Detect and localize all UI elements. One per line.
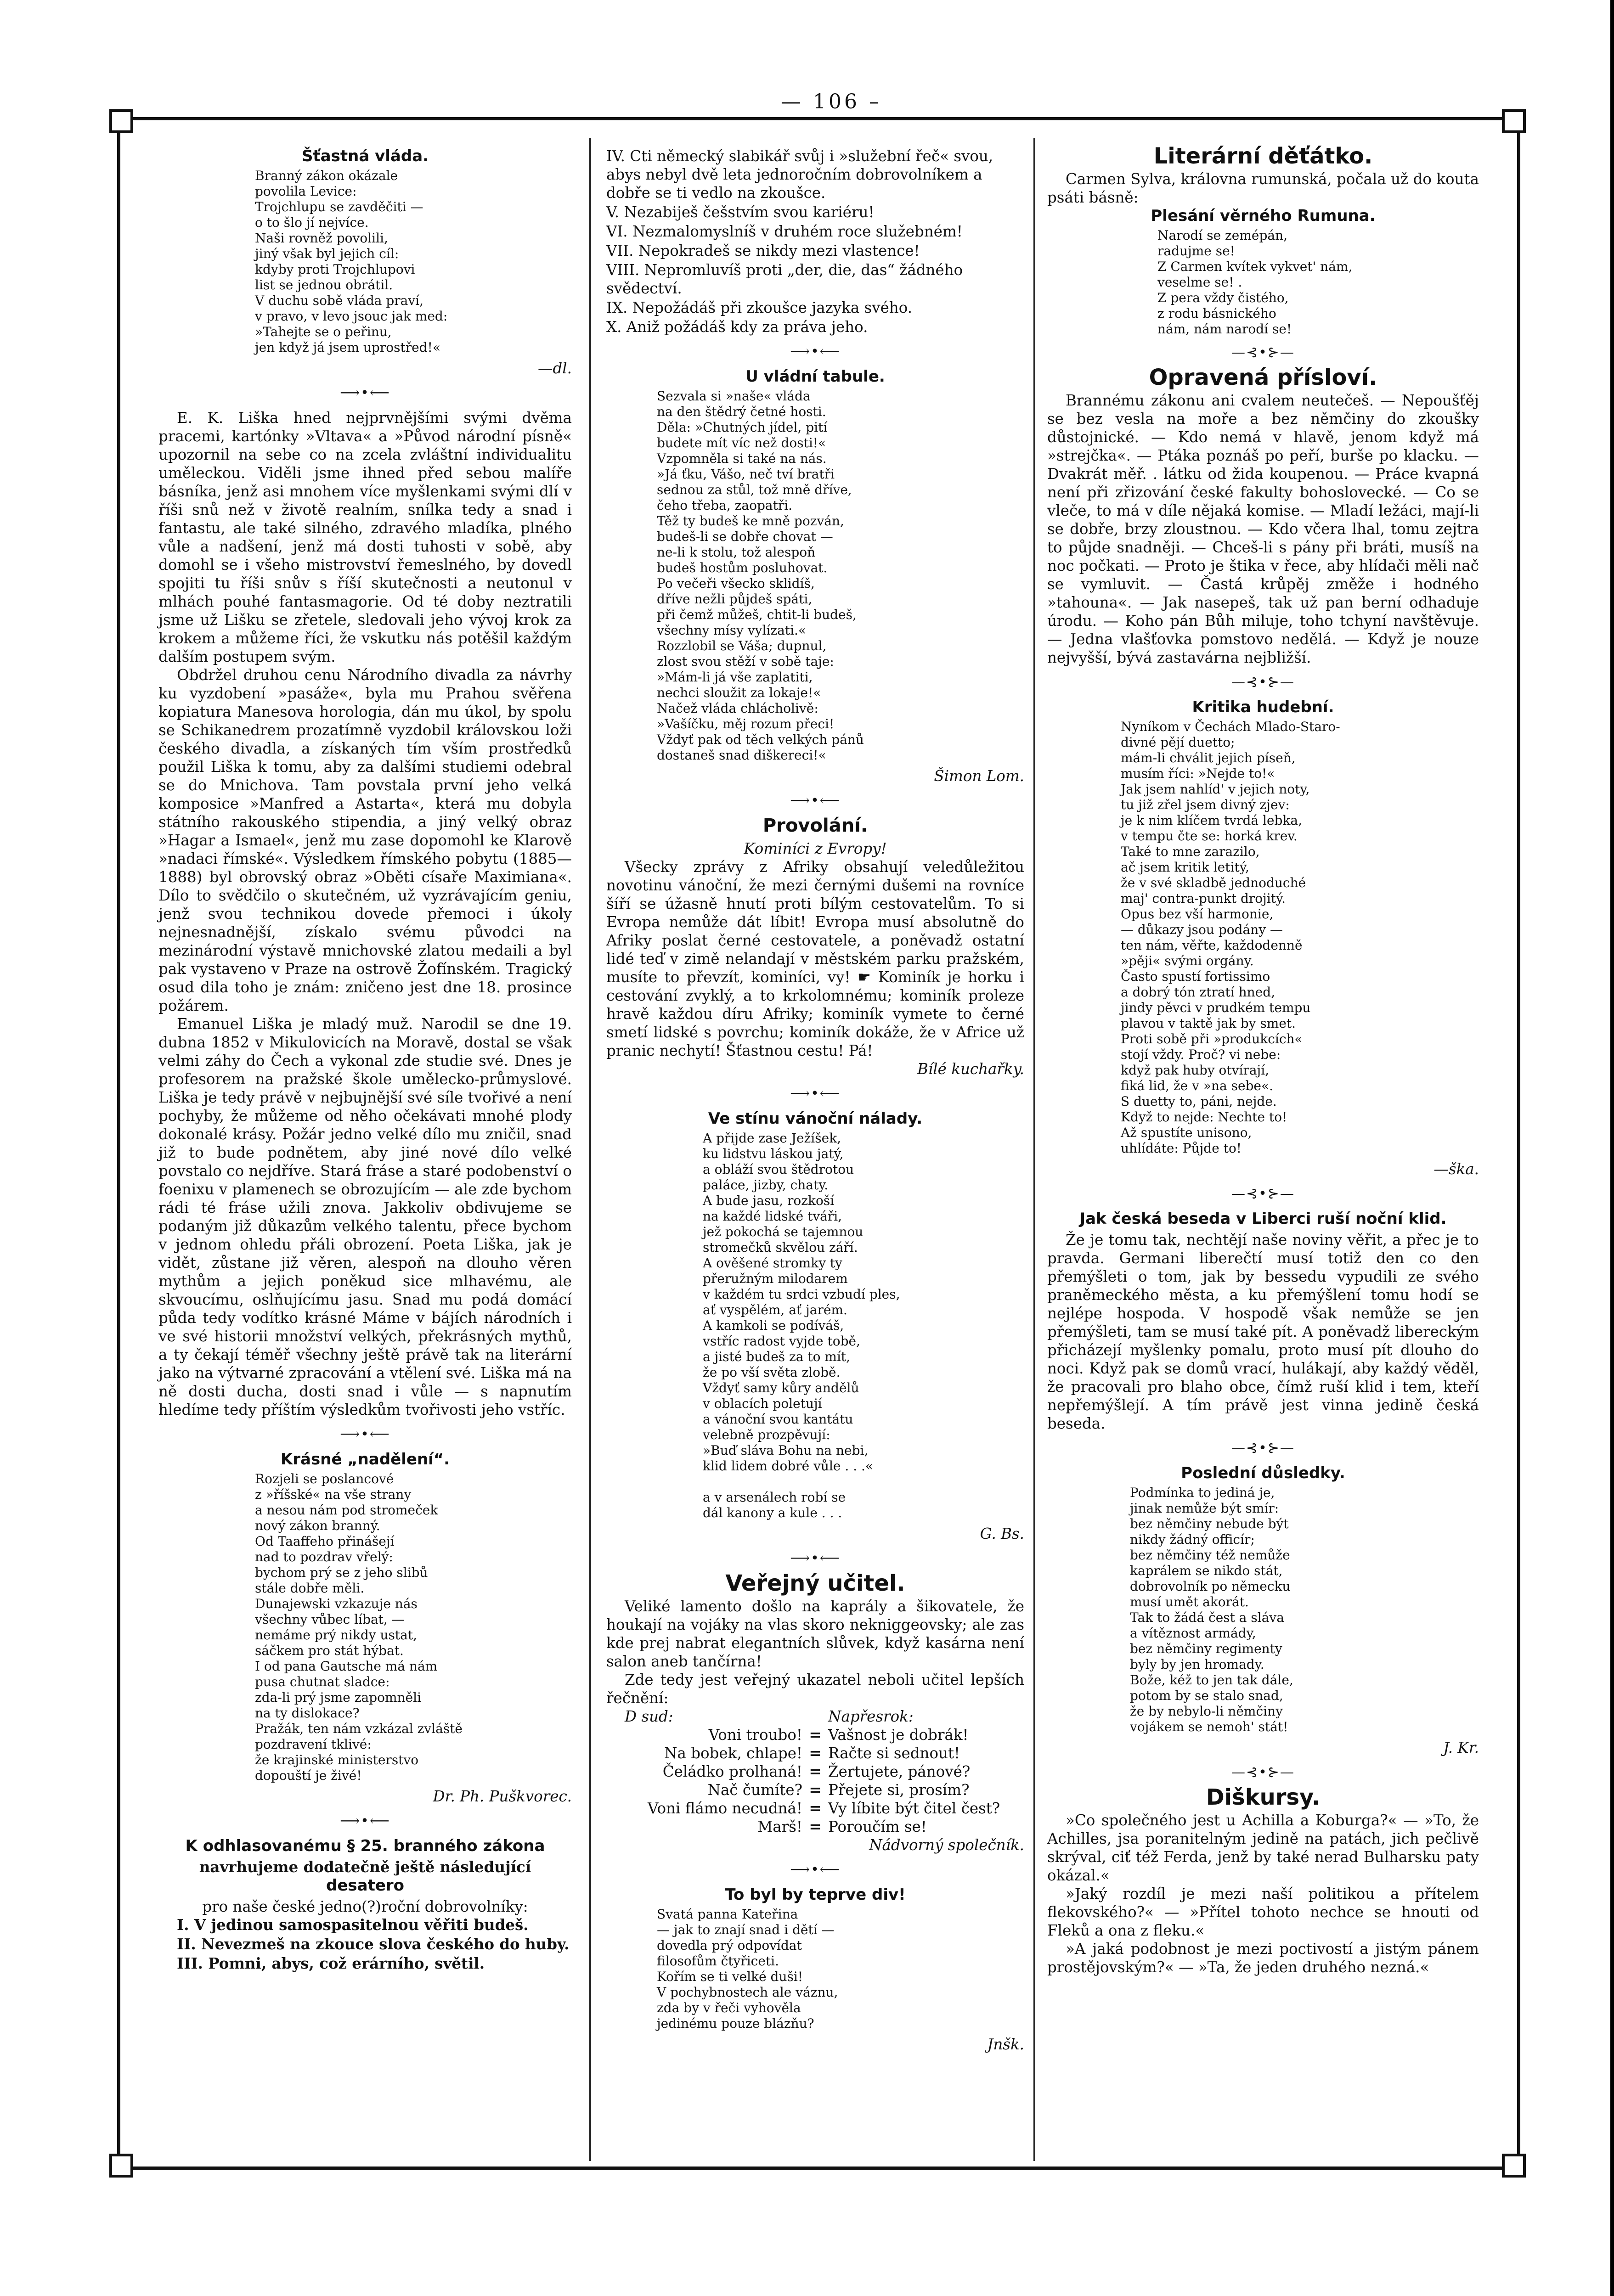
article-title: Šťastná vláda. — [301, 147, 429, 165]
paragraph: E. K. Liška hned nejprvnějšími svými dvěma pracemi, kartónky »Vltava« a »Původ národní písně« upozornil na sebe co na zcela zvláštní individualitu uměleckou. Viděli jsme ihned před sebou malíře básníka, jenž asi mnohem více myšlenkami svými dlí v říši snů než v životě realním, snílka tedy a snad i fantastu, ale také silného, zdravého mladíka, plného vůle a nadšení, jenž má dosti tuhosti v sobě, aby domohl se i všeho mistrovství řemeslného, by dovedl spojiti tu říši snův s říší skutečnosti a neutonul v mlhách pouhé fantasmagorie. Od té doby neztratili jsme už Lišku se zřetele, sledovali jeho vývoj krok za krokem a můžeme říci, že vskutku nás potěšil každým dalším postupem svým. — [158, 409, 572, 665]
ornament-divider: ⟶•⟵ — [340, 1426, 390, 1442]
list-item: I. V jedinou samospasitelnou věřiti budeš. — [177, 1916, 529, 1934]
signature: Nádvorný společník. — [869, 1836, 1024, 1854]
intro-line: pro naše české jedno(?)roční dobrovolníky: — [202, 1898, 528, 1915]
column-1 — [158, 147, 572, 1974]
poem: Nyníkom v Čechách Mlado-Staro- divné pějí duetto; mám-li chválit jejich píseň, musím říci: »Nejde to!« Jak jsem nahlíd' v jejich noty, tu již zřel jsem divný zjev: je k nim klíčem tvrdá lebka, v tempu čte se: horká krev. Také to mne zarazilo, ač jsem kritik letitý, že v své skladbě jednoduché maj' contra-punkt drojitý. Opus bez vší harmonie, — důkazy jsou podány — ten nám, věřte, každodenně »pěji« svými orgány. Často spustí fortissimo a dobrý tón ztratí hned, jindy pěvci v prudkém tempu plavou v taktě jak by smet. Proti sobě při »produkcích« stojí vždy. Proč? vi nebe: když pak huby otvírají, fiká lid, že v »na sebe«. S duetty to, páni, nejde. Když to nejde: Nechte to! Až spustíte unisono, uhlídáte: Půjde to! — [1121, 719, 1340, 1156]
paragraph: Zde tedy jest veřejný ukazatel neboli učitel lepších řečnění: — [606, 1671, 1024, 1707]
paragraph: »Co společného jest u Achilla a Koburga?« — »To, že Achilles, jsa poranitelným jedině na patách, jich pečlivě skrýval, ciť též Ferda, jenž by také nerad Bulharsku paty okázal.« — [1047, 1812, 1479, 1884]
poem: Rozjeli se poslancové z »říšské« na vše strany a nesou nám pod stromeček nový zákon branný. Od Taaffeho přinášejí nad to pozdrav vřelý: bychom prý se z jeho slibů stále dobře měli. Dunajewski vzkazuje nás všechny vůbec líbat, — nemáme prý nikdy ustat, sáčkem pro stát hýbat. I od pana Gautsche má nám pusa chutnat sladce: zda-li prý jsme zapomněli na ty dislokace? Pražák, ten nám vzkázal zvláště pozdravení tklivé: že krajinské ministerstvo dopouští je živé! — [255, 1471, 463, 1783]
ornament-divider: ⟶•⟵ — [790, 1550, 841, 1566]
paragraph: Brannému zákonu ani cvalem neutečeš. — Nepoušťěj se bez vesla na moře a bez němčiny do zkoušky důstojnické. — Kdo nemá v hlavě, jenom když má »strejčka«. — Ptáka poznáš po peří, burše po klacku. — Dvakrát měř. . látku od žida koupenou. — Práce kvapná není při zřizování české fakulty bohoslovecké. — Co se vleče, to má v díle nějaká komise. — Mladí ležáci, mají-li se dobře, brzy zloustnou. — Kdo včera lhal, tomu zejtra to půjde snadněji. — Chceš-li s pány při bráti, musíš na noc počkati. — Proto je štika v řece, aby hlídači měli nač se vymluvit. — Častá krůpěj změže i hodného »tahouna«. — Jak nasepeš, tak už pan berní odhaduje úrodu. — Koho pán Bůh miluje, toho tchyní navštěvuje. — Jedna vlašťovka pomstovo nedělá. — Když je nouze nejvyšší, bývá zastavárna nejbližší. — [1047, 392, 1479, 666]
list-item: VII. Nepokradeš se nikdy mezi vlastence! — [606, 242, 920, 259]
article-title: Provolání. — [762, 815, 868, 836]
ornament-divider: —⊰•⊱— — [1231, 1764, 1295, 1780]
ornament-divider: ⟶•⟵ — [790, 1086, 841, 1102]
frame-corner-ornament — [109, 109, 133, 133]
article-title: Ve stínu vánoční nálady. — [708, 1109, 923, 1128]
poem: Podmínka to jediná je, jinak nemůže být smír: bez němčiny nebude být nikdy žádný officír; bez němčiny též nemůže kaprálem se nikdo stát, dobrovolník po německu musí umět akorát. Tak to žádá čest a sláva a vítěznost armády, bez němčiny regimenty byly by jen hromady. Bože, kéž to jen tak dále, potom by se stalo snad, že by nebylo-li němčiny vojákem se nemoh' stát! — [1130, 1485, 1293, 1734]
list-item: II. Nevezmeš na zkouce slova českého do huby. — [177, 1935, 570, 1953]
paragraph: Obdržel druhou cenu Národního divadla za návrhy ku vyzdobení »pasáže«, byla mu Prahou svěřena kopiatura Manesova horologia, dán mu úkol, by spolu se Schikanedrem prozatímně vyzdobil královskou loži českého divadla, a získaných tím vším prostředků použil Liška k tomu, aby za dalšími studiemi odebral se do Mnichova. Tam povstala první jeho velká komposice »Manfred a Astarta«, která mu dobyla státního rakouského stipendia, a jiný velký obraz »Hagar a Ismael«, jenž mu zase dopomohl ke Klarově »nadaci římské«. Výsledkem římského pobytu (1885—1888) byl obrovský obraz »Oběti císaře Maximiana«. Dílo to svědčilo o skutečném, už vyzrávajícím geniu, jenž svou technikou dovede přemoci i úkoly nejnesnadnější, získalo svému původci na mezinárodní výstavě mnichovské zlatou medaili a byl pak vystaveno v Praze na ostrově Žofínském. Tragický osud dila toho je znám: zničeno jest dne 18. prosince požárem. — [158, 666, 572, 1014]
table-header — [606, 1707, 1024, 1726]
column-rule — [589, 138, 591, 2161]
article-title: Kritika hudební. — [1192, 698, 1334, 716]
table-cell: Poroučím se! — [828, 1818, 927, 1835]
ornament-divider: —⊰•⊱— — [1231, 1440, 1295, 1456]
signature: —ška. — [1433, 1160, 1479, 1178]
article-title: Poslední důsledky. — [1181, 1464, 1345, 1482]
article-title: K odhlasovanému § 25. branného zákona — [185, 1837, 545, 1855]
article-title: Veřejný učitel. — [725, 1570, 905, 1596]
table-row: Na bobek, chlape! = Račte si sednout! — [606, 1744, 1024, 1762]
subtitle: Plesání věrného Rumuna. — [1151, 207, 1376, 225]
phrase-table — [606, 1707, 1024, 1836]
subtitle-desatero: desatero — [326, 1876, 405, 1895]
ornament-divider: —⊰•⊱— — [1231, 1186, 1295, 1202]
article-title: U vládní tabule. — [745, 367, 885, 386]
table-cell: Na bobek, chlape! — [664, 1745, 802, 1762]
paragraph: Veliké lamento došlo na kaprály a šikovatele, že houkají na vojáky na vlas skoro nekniggeovsky; ale zas kde prej nabrat elegantních slůvek, když kasárna není salon aneb tančírna! — [606, 1598, 1024, 1670]
column-3 — [1047, 143, 1479, 1976]
column-rule — [1033, 138, 1035, 2161]
column-2 — [606, 147, 1024, 2056]
table-cell: Marš! — [757, 1818, 802, 1835]
paragraph: »Jaký rozdíl je mezi naší politikou a přítelem flekovského?« — »Přítel tohoto nechce se hnouti od Fleků a ona z fleku.« — [1047, 1885, 1479, 1939]
subtitle: Kominíci z Evropy! — [744, 840, 887, 857]
table-row: Voni troubo! = Vašnost je dobrák! — [606, 1726, 1024, 1744]
table-cell: Voni troubo! — [708, 1726, 802, 1744]
article-title: Opravená přísloví. — [1149, 365, 1377, 390]
list-item: III. Pomni, abys, což erárního, světil. — [177, 1954, 485, 1972]
signature: Šimon Lom. — [934, 767, 1024, 785]
table-row: Čeládko prolhaná! = Žertujete, pánové? — [606, 1762, 1024, 1781]
poem: Svatá panna Kateřina — jak to znají snad i dětí — dovedla prý odpovídat filosofům čtyřiceti. Kořím se ti velké duši! V pochybnostech ale váznu, zda by v řeči vyhověla jedinému pouze blázňu? — [657, 1907, 838, 2031]
article-title: Literární děťátko. — [1153, 143, 1373, 169]
article-title: To byl by teprve div! — [725, 1885, 906, 1904]
signature: Dr. Ph. Puškvorec. — [433, 1788, 572, 1805]
article-title: Diškursy. — [1206, 1784, 1321, 1810]
table-cell: Vašnost je dobrák! — [828, 1726, 969, 1744]
paragraph: Emanuel Liška je mladý muž. Narodil se dne 19. dubna 1852 v Mikulovicích na Moravě, dostal se však velmi záhy do Čech a vykonal zde studie své. Dnes je profesorem na pražské škole umělecko-průmyslové. Liška je tedy právě v nejbujnější své síle tvořivé a není pochyby, že můžeme od něho očekávati mnohé plody dokonalé krásy. Požár jedno velké dílo mu zničil, snad již to bude podnětem, aby jiné nové dílo velké povstalo co nejdříve. Stará fráse a staré podobenství o foenixu v plamenech se obrozujícím — ale zde bychom rádi té fráse užili znova. Jakkoliv obdivujeme se podaným již důkazům velkého talentu, přece bychom v jednom ohledu přáli obrození. Poeta Liška, jak je vidět, zůstane již věren, alespoň na dlouho věren mythům a jejich poněkud sice mlhavému, ale skvoucímu, oslňujícímu jasu. Snad mu podá domácí půda tedy vodítko krásné Máme v bájích národních i ve své historii množství velkých, překrásných mythů, a ty čekají téměř všechny ještě právě tak na literární jako na výtvarné zpracování a vtělení své. Liška má na ně dosti ducha, dosti snad i vůle — s napnutím hledíme tedy příštím výsledkům tvořivosti jeho vstříc. — [158, 1015, 572, 1418]
article-title: Krásné „nadělení“. — [280, 1450, 450, 1469]
column-header: Napřesrok: — [828, 1708, 914, 1725]
list-item: IV. Cti německý slabikář svůj i »služební řeč« svou, abys nebyl dvě leta jednoročním dobrovolníkem a dobře se ti vedlo na zkoušce. — [606, 147, 993, 202]
ornament-divider: ⟶•⟵ — [340, 385, 390, 401]
list-item: VI. Nezmalomyslníš v druhém roce služebném! — [606, 223, 963, 240]
list-item: X. Aniž požádáš kdy za práva jeho. — [606, 318, 868, 336]
frame-corner-ornament — [109, 2154, 133, 2178]
table-cell: Vy líbite být čitel čest? — [828, 1800, 1000, 1817]
ornament-divider: —⊰•⊱— — [1231, 344, 1295, 360]
commandment-list — [606, 147, 1024, 336]
frame-corner-ornament — [1502, 109, 1526, 133]
subtitle: navrhujeme dodatečně ještě následující — [199, 1858, 531, 1876]
ornament-divider: ⟶•⟵ — [340, 1813, 390, 1829]
table-row: Voni flámo necudná! = Vy líbite být čitel čest? — [606, 1799, 1024, 1818]
table-cell: Nač čumíte? — [707, 1781, 802, 1799]
ornament-divider: ⟶•⟵ — [790, 793, 841, 809]
commandment-list — [158, 1916, 572, 1973]
paragraph: »A jaká podobnost je mezi poctivostí a jistým pánem prostějovským?« — »Ta, že jeden druhého nezná.« — [1047, 1940, 1479, 1976]
list-item: VIII. Nepromluvíš proti „der, die, das“ žádného svědectví. — [606, 261, 963, 297]
table-cell: Žertujete, pánové? — [828, 1763, 971, 1780]
poem: A přijde zase Ježíšek, ku lidstvu láskou jatý, a obláží svou štědrotou paláce, jizby, chaty. A bude jasu, rozkoší na každé lidské tváři, jež pokochá se tajemnou stromečků skvělou září. A ověšené stromky ty přeružným milodarem v každém tu srdci vzbudí ples, ať vyspělém, ať jarém. A kamkoli se podíváš, vstříc radost vyjde tobě, a jisté budeš za to mít, že po vší světa zlobě. Vždyť samy kůry andělů v oblacích poletují a vánoční svou kantátu velebně prozpěvují: »Buď sláva Bohu na nebi, klid lidem dobré vůle . . .« a v arsenálech robí se dál kanony a kule . . . — [703, 1131, 900, 1520]
poem: Branný zákon okázale povolila Levice: Trojchlupu se zavděčiti — o to šlo jí nejvíce. Naši rovněž povolili, jiný však byl jejich cíl: kdyby proti Trojchlupovi list se jednou obrátil. V duchu sobě vláda praví, v pravo, v levo jsouc jak med: »Tahejte se o peřinu, jen když já jsem uprostřed!« — [255, 168, 448, 355]
table-row: Nač čumíte? = Přejete si, prosím? — [606, 1781, 1024, 1799]
list-item: IX. Nepožádáš při zkoušce jazyka svého. — [606, 299, 913, 316]
paragraph: Všecky zprávy z Afriky obsahují veledůležitou novotinu vánoční, že mezi černými dušemi na rovníce šíří se úžasně hnutí proti bílým cestovatelům. To si Evropa nemůže dát líbit! Evropa musí absolutně do Afriky poslat černé cestovatele, a poněvadž ostatní lidé teď v zimě nelandají v městském parku pražském, musíte to převzít, kominíci, vy! ☛ Kominík je horku i cestování zvyklý, a to krkolomnému; kominík proleze hravě každou díru Afriky; kominík vymete to černé smetí lidské s povrchu; kominík dokáže, že v Africe už pranic nechytí! Šťastnou cestu! Pá! — [606, 858, 1024, 1059]
list-item: V. Nezabiješ češstvím svou kariéru! — [606, 203, 875, 221]
poem: Narodí se zemépán, radujme se! Z Carmen kvítek vykvet' nám, veselme se! . Z pera vždy čistého, z rodu básnického nám, nám narodí se! — [1157, 228, 1353, 337]
signature: J. Kr. — [1443, 1739, 1479, 1756]
column-header: D sud: — [625, 1708, 673, 1725]
ornament-divider: —⊰•⊱— — [1231, 674, 1295, 690]
signature: —dl. — [537, 360, 572, 377]
paragraph: Carmen Sylva, královna rumunská, počala už do kouta psáti básně: — [1047, 170, 1479, 206]
signature: Bílé kuchařky. — [917, 1060, 1024, 1078]
table-cell: Račte si sednout! — [828, 1745, 960, 1762]
article-title: Jak česká beseda v Liberci ruší noční klid. — [1079, 1210, 1447, 1228]
frame-corner-ornament — [1502, 2154, 1526, 2178]
paragraph: Že je tomu tak, nechtějí naše noviny věřit, a přec je to pravda. Germani liberečtí musí totiž den co den přemýšleti o tom, jak by bessedu vypudili ze svého praněmeckého města, a ku přemýšlení tomu hodí se nejlépe hospoda. V hospodě však nemůže se jen přemýšleti, tam se musí také pít. A poněvadž libereckým přicházejí myšlenky pomalu, proto musí pít dlouho do noci. Když pak se domů vrací, hulákají, aby každý věděl, že pracovali pro blaho obce, čímž ruší klid i tem, kteří nepřemýšlejí. A tím právě jest vinna jedině česká beseda. — [1047, 1231, 1479, 1432]
table-row: Marš! = Poroučím se! — [606, 1818, 1024, 1836]
signature: Jnšk. — [987, 2036, 1024, 2053]
table-cell: Čeládko prolhaná! — [662, 1763, 802, 1780]
ornament-divider: ⟶•⟵ — [790, 1862, 841, 1878]
table-cell: Přejete si, prosím? — [828, 1781, 970, 1799]
poem: Sezvala si »naše« vláda na den štědrý četné hosti. Děla: »Chutných jídel, pití budete mít víc než dosti!« Vzpomněla si také na nás. »Já ťku, Vášo, neč tví bratři sednou za stůl, tož mně dříve, čeho třeba, zaopatři. Těž ty budeš ke mně pozván, budeš-li se dobře chovat — ne-li k stolu, tož alespoň budeš hostům posluhovat. Po večeři všecko sklidíš, dříve nežli půjdeš spáti, při čemž můžeš, chtit-li budeš, všechny mísy vylízati.« Rozzlobil se Váša; dupnul, zlost svou stěží v sobě taje: »Mám-li já vše zaplatiti, nechci sloužit za lokaje!« Načež vláda chlácholivě: »Vašíčku, měj rozum přeci! Vždyť pak od těch velkých pánů dostaneš snad diškereci!« — [657, 388, 864, 763]
ornament-divider: ⟶•⟵ — [790, 343, 841, 360]
table-cell: Voni flámo necudná! — [648, 1800, 802, 1817]
page-number: — 106 – — [781, 90, 882, 113]
signature: G. Bs. — [980, 1525, 1024, 1542]
